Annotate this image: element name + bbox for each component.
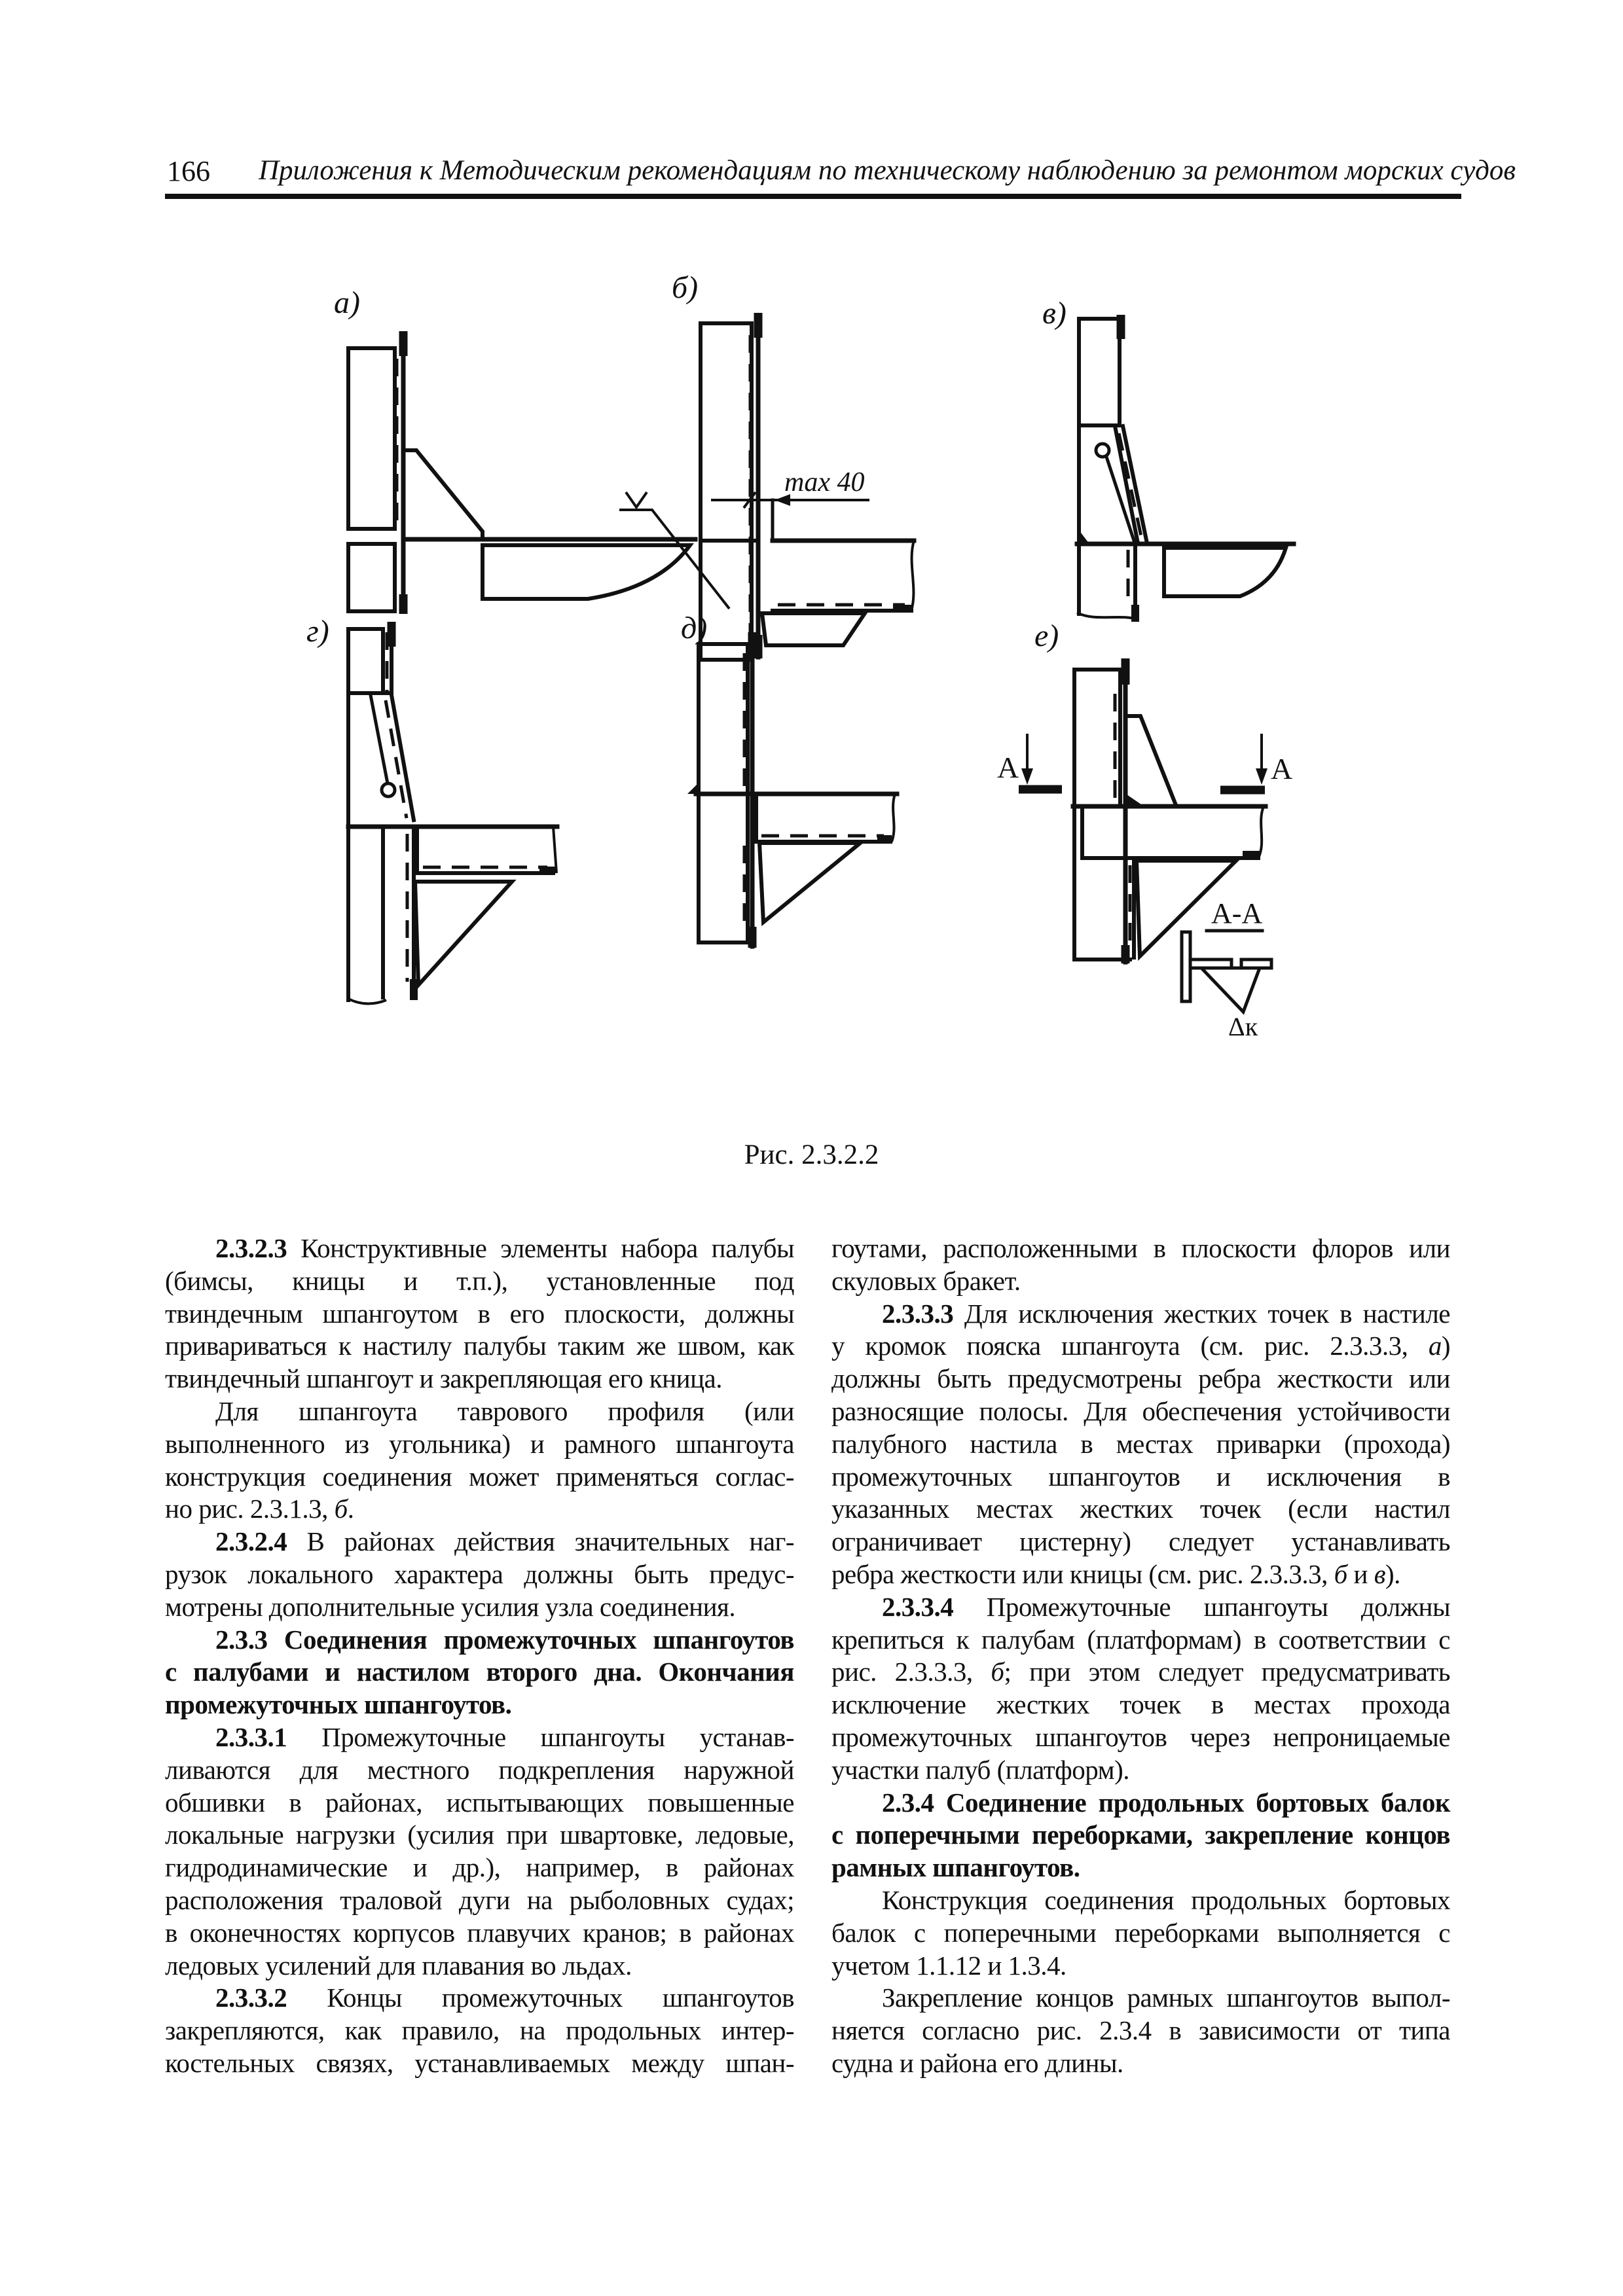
text-line: в оконечностях корпусов плавучих кранов; в районах (165, 1917, 794, 1948)
text-line: ребра жесткости или кницы (см. рис. 2.3.3.3, б и в). (831, 1558, 1400, 1589)
text-line: с палубами и настилом второго дна. Окончания (165, 1657, 794, 1687)
text-line: рамных шпангоутов. (831, 1852, 1080, 1883)
text-line: рузок локального характера должны быть предус- (165, 1558, 794, 1589)
text-line: няется согласно рис. 2.3.4 в зависимости от типа (831, 2015, 1450, 2046)
text-line: ливаются для местного подкрепления наружной (165, 1754, 794, 1785)
text-line: Для шпангоута таврового профиля (или (215, 1395, 794, 1426)
figure-2322 (0, 249, 1623, 1198)
text-line: закрепляются, как правило, на продольных интер- (165, 2015, 794, 2046)
break-line-bottom (1077, 613, 1138, 619)
break-line (892, 794, 895, 842)
bracket-below-deck (762, 613, 865, 645)
section-title: А-А (1211, 897, 1263, 929)
text-line: промежуточных шпангоутов. (165, 1689, 512, 1720)
beam-knee-below-deck (1164, 548, 1286, 596)
figure-caption: Рис. 2.3.2.2 (744, 1139, 879, 1170)
text-line: палубного настила в местах приварки (прохода) (831, 1428, 1450, 1459)
section-arrowhead-right (1256, 768, 1267, 785)
text-line: у кромок пояска шпангоута (см. рис. 2.3.3.3, а) (831, 1331, 1450, 1361)
text-line: ограничивает цистерну) следует устанавливать (831, 1526, 1450, 1557)
break-line-bottom (348, 999, 386, 1004)
frame-flange (701, 323, 752, 660)
dimension-text: max 40 (784, 467, 865, 497)
subfigure-d-label: д) (681, 611, 708, 645)
text-line: крепиться к палубам (платформам) в соответствии с (831, 1624, 1450, 1655)
subfigure-a (334, 285, 695, 614)
text-line: привариваться к настилу палубы таким же швом, как (165, 1331, 794, 1361)
text-line: (бимсы, кницы и т.п.), установленные под (165, 1265, 794, 1296)
weld-symbol (626, 492, 647, 507)
header-title: Приложения к Методическим рекомендациям по техническому наблюдению за ремонтом морских судов (259, 155, 1516, 186)
text-line: твиндечный шпангоут и закрепляющая его кница. (165, 1363, 722, 1394)
hidden-line (1115, 694, 1130, 944)
text-line: исключение жестких точек в местах прохода (831, 1689, 1450, 1720)
text-line: 2.3.4 Соединение продольных бортовых балок (882, 1787, 1450, 1818)
frame-flange-upper (348, 629, 383, 693)
text-line: балок с поперечными переборками выполняется с (831, 1917, 1450, 1948)
text-line: локальные нагрузки (усилия при швартовке, ледовые, (165, 1820, 794, 1850)
page-number: 166 (167, 155, 210, 187)
text-line: конструкция соединения может применяться соглас- (165, 1461, 794, 1492)
text-line: но рис. 2.3.1.3, б. (165, 1494, 354, 1524)
text-line: 2.3.2.4 В районах действия значительных наг- (215, 1526, 794, 1557)
text-line: обшивки в районах, испытывающих повышенные (165, 1787, 794, 1818)
text-line: 2.3.3 Соединения промежуточных шпангоутов (215, 1624, 794, 1655)
subfigure-b (619, 270, 914, 660)
section-a-a (1182, 897, 1271, 1041)
weld-triangle (1201, 968, 1260, 1012)
text-line: учетом 1.1.12 и 1.3.4. (831, 1950, 1067, 1981)
weld-fillet (1127, 795, 1143, 806)
subfigure-a-label: а) (334, 285, 360, 320)
beam-knee-below-deck (483, 545, 690, 599)
section-arrowhead-left (1021, 768, 1033, 785)
text-line: рис. 2.3.3.3, б; при этом следует предусматривать (831, 1657, 1450, 1687)
text-line: твиндечным шпангоутом в его плоскости, должны (165, 1298, 794, 1329)
text-line: указанных местах жестких точек (если настил (831, 1494, 1450, 1524)
frame-flange-below-deck (348, 544, 395, 611)
text-line: промежуточных шпангоутов через непроницаемые (831, 1721, 1450, 1752)
frame-flange-upper (1079, 319, 1120, 425)
bracket-below-deck (415, 882, 512, 985)
break-line (1258, 806, 1264, 858)
header-rule (165, 194, 1461, 199)
deck-plate-edge (1082, 806, 1258, 858)
bracket-above-deck (405, 450, 483, 539)
text-line: должны быть предусмотрены ребра жесткости или (831, 1363, 1450, 1394)
stiffener-edge (371, 695, 388, 783)
text-line: с поперечными переборками, закрепление концов (831, 1820, 1450, 1850)
page-header (167, 154, 1516, 194)
weld-leg-label: Δк (1228, 1012, 1258, 1041)
subfigure-b-label: б) (672, 270, 699, 305)
text-line: гидродинамические и др.), например, в районах (165, 1852, 794, 1883)
break-line (911, 541, 914, 611)
text-line: 2.3.3.2 Концы промежуточных шпангоутов (215, 1982, 794, 2013)
text-line: гоутами, расположенными в плоскости флоров или (831, 1233, 1450, 1263)
section-mark-right: А (1271, 752, 1293, 785)
subfigure-e-label: е) (1034, 619, 1059, 653)
text-column-left (165, 1232, 794, 2080)
text-line: участки палуб (платформ). (831, 1754, 1129, 1785)
bracket-above-deck (1129, 716, 1176, 805)
text-line: промежуточных шпангоутов и исключения в (831, 1461, 1450, 1492)
hidden-line (1119, 433, 1142, 539)
text-line: ледовых усилений для плавания во льдах. (165, 1950, 632, 1981)
text-line: скуловых бракет. (831, 1265, 1021, 1296)
text-line: 2.3.2.3 Конструктивные элементы набора палубы (215, 1233, 794, 1263)
scallop-hole (1096, 444, 1109, 457)
text-line: Закрепление концов рамных шпангоутов выпол- (882, 1982, 1450, 2013)
text-line: Конструкция соединения продольных бортовых (882, 1884, 1450, 1915)
subfigure-g (306, 614, 557, 1004)
text-line: 2.3.3.1 Промежуточные шпангоуты устанав- (215, 1721, 794, 1752)
subfigure-g-label: г) (306, 614, 329, 649)
bracket-below-deck (759, 843, 860, 922)
text-line: разносящие полосы. Для обеспечения устойчивости (831, 1395, 1450, 1426)
break-line (553, 827, 556, 873)
subfigure-v-label: в) (1042, 296, 1067, 331)
text-line: мотрены дополнительные усилия узла соединения. (165, 1591, 736, 1622)
text-line: расположения траловой дуги на рыболовных судах; (165, 1884, 794, 1915)
text-line: костельных связях, устанавливаемых между шпан- (165, 2047, 794, 2078)
scallop-hole (382, 783, 395, 797)
text-line: 2.3.3.4 Промежуточные шпангоуты должны (882, 1591, 1450, 1622)
frame-flange (348, 348, 395, 529)
text-line: судна и района его длины. (831, 2047, 1123, 2078)
text-column-right (831, 1232, 1450, 2080)
section-mark-left: А (997, 751, 1019, 784)
text-line: выполненного из угольника) и рамного шпангоута (165, 1428, 794, 1459)
subfigure-v (1042, 296, 1294, 622)
text-line: 2.3.3.3 Для исключения жестких точек в настиле (882, 1298, 1450, 1329)
